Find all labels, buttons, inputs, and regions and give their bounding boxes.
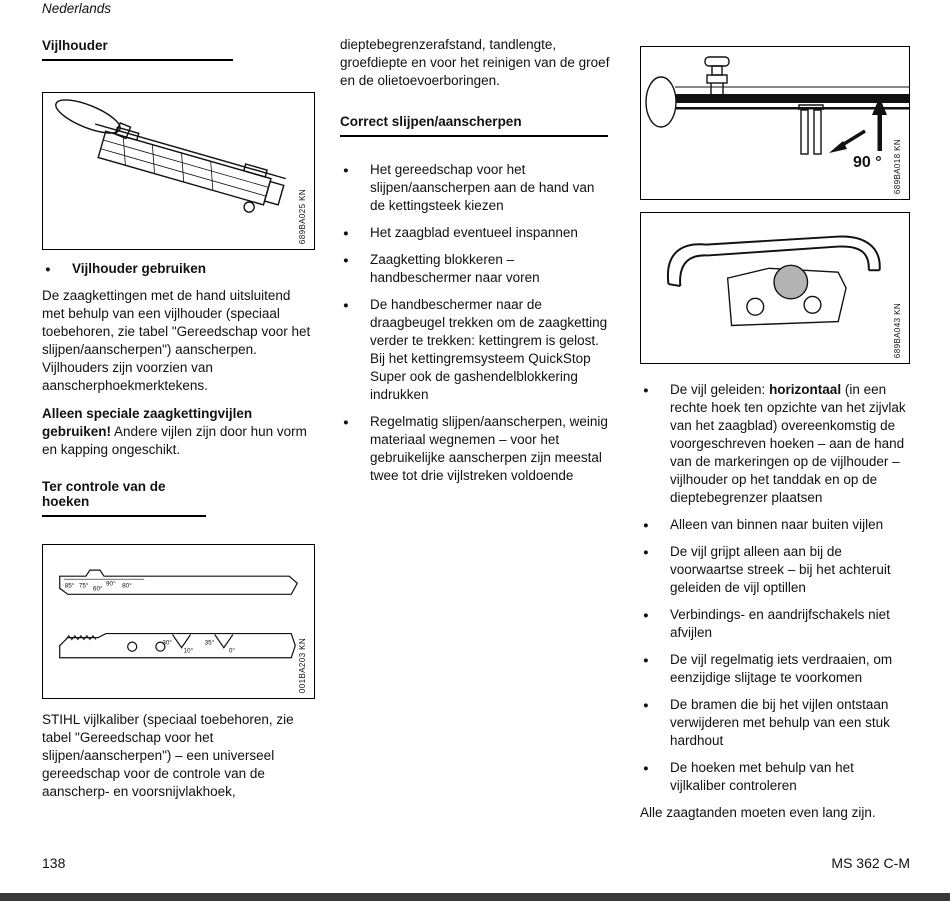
- list-item: [640, 606, 910, 642]
- figure-code: 689BA025 KN: [298, 188, 307, 244]
- section-heading-hoeken: Ter controle van de hoeken: [42, 479, 206, 517]
- list-item: [640, 651, 910, 687]
- angle-label: 90°: [106, 580, 116, 588]
- list-item: [340, 296, 612, 404]
- paragraph: STIHL vijlkaliber (speciaal toebehoren, zie tabel "Gereedschap voor het slijpen/aanscherpen") – een universeel gereedschap voor de controle van de aanscherp- en voorsnijvlakhoek,: [42, 712, 294, 799]
- list-item: [640, 543, 910, 597]
- list-item: [340, 224, 612, 242]
- angle-90-label: 90 °: [853, 154, 882, 171]
- column-middle: [340, 36, 612, 494]
- angle-label: 60°: [92, 585, 103, 593]
- cutter-tooth-illustration: [641, 213, 909, 363]
- angle-label: 85°: [64, 582, 75, 590]
- paragraph: dieptebegrenzerafstand, tandlengte, groefdiepte en voor het reinigen van de groef en de olietoevoerboringen.: [340, 37, 610, 88]
- figure-code: 689BA018 KN: [893, 138, 902, 194]
- list-item: [340, 251, 612, 287]
- section-heading-vijlhouder: Vijlhouder: [42, 38, 233, 61]
- bullet-vijlhouder-gebruiken: [42, 260, 315, 278]
- file-gauge-illustration: [43, 545, 314, 698]
- angle-label: 30°: [162, 639, 172, 647]
- bullet-text: Het gereedschap voor het slijpen/aanscherpen aan de hand van de kettingsteek kiezen: [370, 162, 595, 213]
- bullet-text: Alleen van binnen naar buiten vijlen: [670, 517, 884, 532]
- bullet-text: Regelmatig slijpen/aanscherpen, weinig materiaal wegnemen – voor het gebruikelijke aanscherpen zijn meestal twee tot drie vijlstreken voldoende: [370, 414, 608, 483]
- bullet-text-bold: horizontaal: [769, 382, 842, 397]
- column-left: [42, 38, 315, 801]
- closing-paragraph: Alle zaagtanden moeten even lang zijn.: [640, 805, 876, 820]
- warning-text: Alleen speciale zaagkettingvijlen gebruiken!: [42, 406, 253, 439]
- list-item: [640, 696, 910, 750]
- angle-label: 35°: [204, 639, 215, 647]
- figure-code: 689BA043 KN: [893, 302, 902, 358]
- file-angle-illustration: [641, 47, 909, 199]
- model-code: MS 362 C-M: [831, 855, 910, 871]
- paragraph: De zaagkettingen met de hand uitsluitend met behulp van een vijlhouder (speciaal toebehoren, zie tabel "Gereedschap voor het slijpen/aanscherpen") aanscherpen. Vijlhouders zijn voorzien van aanscherphoekmerktekens.: [42, 288, 311, 393]
- bullet-text: De vijl regelmatig iets verdraaien, om eenzijdige slijtage te voorkomen: [670, 652, 893, 685]
- bullet-text: De vijl geleiden:: [670, 382, 770, 397]
- figure-cutter-tooth: [640, 212, 910, 364]
- list-item: [640, 381, 910, 507]
- bullet-text: De vijl grijpt alleen aan bij de voorwaartse streek – bij het achteruit geleiden de vijl optillen: [670, 544, 891, 595]
- angle-label: 75°: [78, 582, 89, 590]
- page-number: 138: [42, 855, 66, 871]
- angle-label: 0°: [228, 647, 235, 655]
- language-header: Nederlands: [42, 1, 112, 16]
- bullet-text: De bramen die bij het vijlen ontstaan verwijderen met behulp van een stuk hardhout: [670, 697, 890, 748]
- list-item: [640, 516, 910, 534]
- bottom-edge-bar: [0, 893, 950, 901]
- angle-label: 10°: [183, 647, 194, 655]
- paragraph-text: Andere vijlen zijn door hun vorm en kapping ongeschikt.: [42, 424, 307, 457]
- bullet-text: Verbindings- en aandrijfschakels niet afvijlen: [670, 607, 890, 640]
- bullet-text: Het zaagblad eventueel inspannen: [370, 225, 578, 240]
- figure-file-holder: [42, 92, 315, 250]
- paragraph: [42, 405, 315, 459]
- file-holder-illustration: [43, 93, 314, 249]
- column-right: [640, 46, 910, 822]
- bullet-text: Vijlhouder gebruiken: [72, 261, 207, 276]
- list-item: [340, 413, 612, 485]
- figure-file-gauge: [42, 544, 315, 699]
- list-item: [340, 161, 612, 215]
- bullet-text: (in een rechte hoek ten opzichte van het zijvlak van het zaagblad) overeenkomstig de voorgeschreven hoeken – aan de hand van de markeringen op de vijlhouder – vijlhouder op het tanddak en op de dieptebegrenzer plaatsen: [670, 382, 906, 505]
- figure-file-90-degrees: [640, 46, 910, 200]
- bullet-text: De hoeken met behulp van het vijlkaliber controleren: [670, 760, 854, 793]
- angle-label: 80°: [122, 582, 132, 590]
- figure-code: 001BA203 KN: [298, 637, 307, 693]
- section-heading-correct-slijpen: Correct slijpen/aanscherpen: [340, 114, 608, 137]
- bullet-text: Zaagketting blokkeren – handbeschermer naar voren: [370, 252, 540, 285]
- list-item: [640, 759, 910, 795]
- bullet-text: De handbeschermer naar de draagbeugel trekken om de zaagketting verder te trekken: kettingrem is gelost. Bij het kettingremsysteem QuickStop Super ook de gashendelblokkering indrukken: [370, 297, 608, 402]
